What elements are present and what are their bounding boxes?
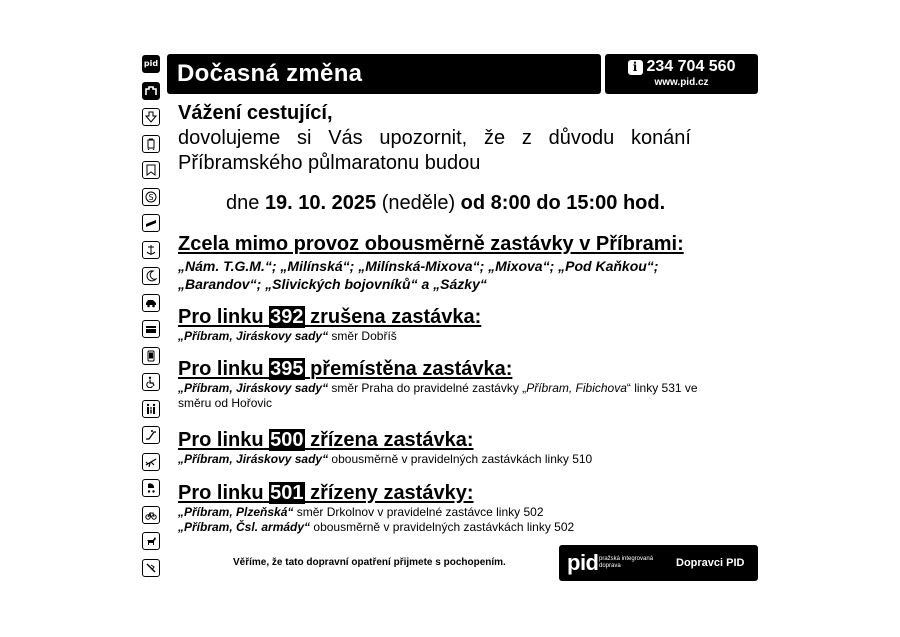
section-detail: [178, 329, 481, 344]
card-icon: [142, 320, 160, 338]
section-heading: [178, 482, 574, 505]
dog-icon: [142, 532, 160, 550]
phone-number[interactable]: 234 704 560: [646, 58, 736, 75]
section-detail: [178, 452, 592, 467]
notice-header: [167, 54, 601, 94]
intro-line-3: Příbramského půlmaratonu budou: [178, 152, 481, 174]
airplane-icon: [142, 453, 160, 471]
section-line-395: [178, 358, 748, 411]
detail-text: směr Praha do pravidelné zastávky „: [328, 381, 527, 395]
wheelchair-icon: [142, 373, 160, 391]
pid-logo-description: [599, 556, 653, 570]
bicycle-icon: [142, 506, 160, 524]
tram-icon: [142, 135, 160, 153]
line-number-badge: 395: [270, 358, 304, 380]
stop-name: „Příbram, Jiráskovy sady“: [178, 452, 329, 466]
pid-logo: pid: [567, 550, 599, 575]
event-date: 19. 10. 2025: [264, 192, 377, 214]
closure-section: [178, 233, 684, 293]
event-time: od 8:00 do 15:00 hod.: [460, 192, 666, 214]
line-number-badge: 501: [270, 482, 304, 504]
section-detail: [178, 505, 574, 535]
family-icon: [142, 400, 160, 418]
closure-heading: Zcela mimo provoz obousměrně zastávky v Příbrami:: [178, 233, 684, 255]
heading-suffix: zrušena zastávka:: [310, 306, 482, 328]
pid-logo-icon: pid: [142, 55, 160, 73]
detail-text: směr Dobříš: [328, 329, 397, 343]
closure-stops-line-2: „Barandov“; „Slivických bojovníků“ a „Sázky“: [178, 276, 487, 292]
detail-text-3: směru od Hořovic: [178, 396, 273, 410]
phone-line: [605, 58, 758, 76]
alight-icon: [142, 108, 160, 126]
bookmark-icon: [142, 161, 160, 179]
phone-icon: [142, 347, 160, 365]
intro-text: [178, 101, 691, 176]
closure-stops-line-1: „Nám. T.G.M.“; „Milínská“; „Milínská-Mixova“; „Mixova“; „Pod Kaňkou“;: [178, 258, 659, 274]
heading-prefix: Pro linku: [178, 358, 264, 380]
section-heading: [178, 306, 481, 329]
detail-text: směr Drkolnov v pravidelné zastávce linky 502: [293, 505, 544, 519]
contact-box: [605, 54, 758, 94]
date-line: [226, 192, 665, 215]
stop-name: „Příbram, Čsl. armády“: [178, 520, 311, 534]
money-icon: [142, 188, 160, 206]
stop-name: „Příbram, Jiráskovy sady“: [178, 329, 329, 343]
logo-desc-line-2: doprava: [599, 563, 621, 569]
stop-name-2: Příbram, Fibichova: [526, 381, 627, 395]
operator-name: Dopravci PID: [676, 557, 745, 569]
section-line-501: [178, 482, 574, 535]
detail-text: obousměrně v pravidelných zastávkách linky 510: [328, 452, 593, 466]
event-day: (neděle): [381, 192, 456, 214]
detail-text: obousměrně v pravidelných zastávkách linky 502: [310, 520, 575, 534]
heading-suffix: zřízena zastávka:: [310, 429, 474, 451]
intro-line-2: dovolujeme si Vás upozornit, že z důvodu konání: [178, 127, 691, 149]
car-icon: [142, 294, 160, 312]
info-icon: i: [628, 60, 643, 75]
section-heading: [178, 358, 748, 381]
closing-message: Věříme, že tato dopravní opatření přijmete s pochopením.: [233, 557, 506, 568]
section-line-392: [178, 306, 481, 344]
no-pets-icon: [142, 559, 160, 577]
detail-text-2: “ linky 531 ve: [626, 381, 698, 395]
section-line-500: [178, 429, 592, 467]
date-prefix: dne: [226, 192, 260, 214]
website-link[interactable]: www.pid.cz: [654, 77, 709, 88]
pictogram-column: [142, 55, 162, 585]
greeting: Vážení cestující,: [178, 102, 333, 124]
logo-desc-line-1: pražská integrovaná: [599, 556, 654, 562]
stop-name: „Příbram, Jiráskovy sady“: [178, 381, 329, 395]
bus-stop-icon: [142, 82, 160, 100]
svg-text:S: S: [148, 192, 154, 202]
night-icon: [142, 267, 160, 285]
line-number-badge: 392: [270, 306, 304, 328]
line-number-badge: 500: [270, 429, 304, 451]
heading-prefix: Pro linku: [178, 306, 264, 328]
section-heading: [178, 429, 592, 452]
heading-suffix: přemístěna zastávka:: [310, 358, 513, 380]
stroller-icon: [142, 479, 160, 497]
heading-prefix: Pro linku: [178, 429, 264, 451]
stop-name: „Příbram, Plzeňská“: [178, 505, 294, 519]
section-detail: [178, 381, 748, 411]
heading-prefix: Pro linku: [178, 482, 264, 504]
escalator-icon: [142, 426, 160, 444]
ticket-icon: [142, 214, 160, 232]
heading-suffix: zřízeny zastávky:: [310, 482, 474, 504]
operator-box: [559, 545, 758, 581]
notice-title: Dočasná změna: [177, 60, 363, 87]
anchor-icon: [142, 241, 160, 259]
